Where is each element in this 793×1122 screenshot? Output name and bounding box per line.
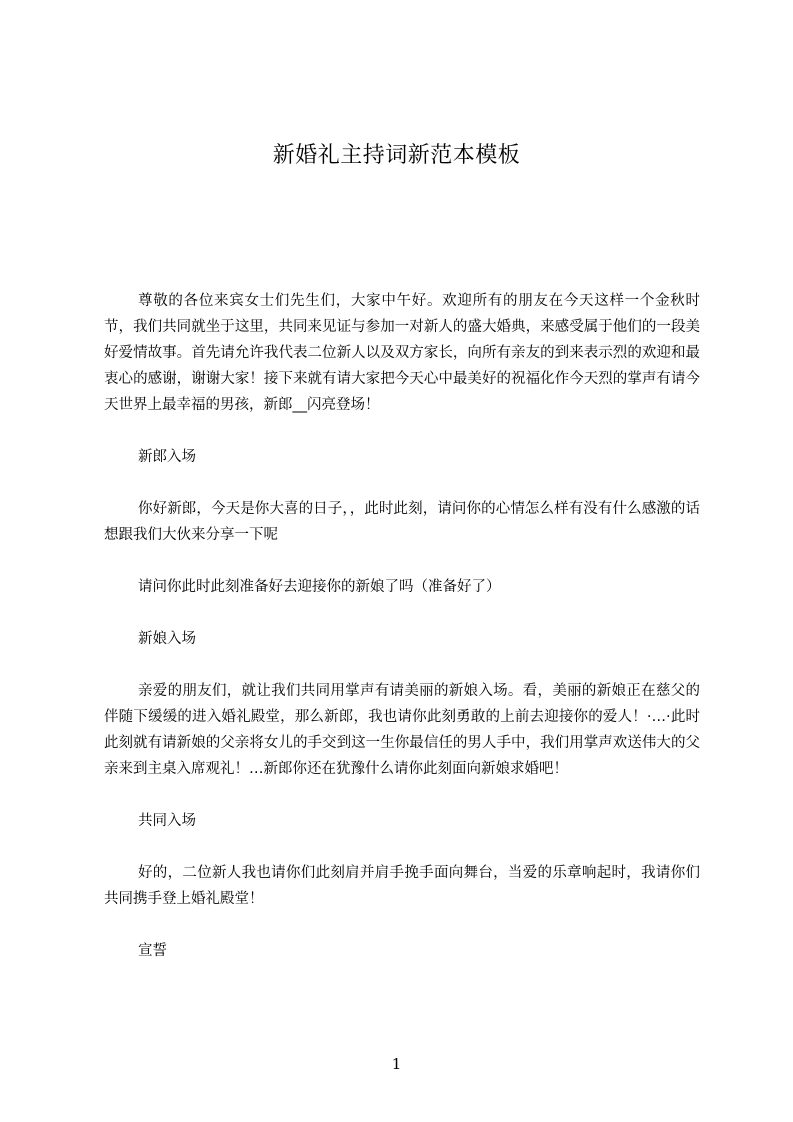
groom-greeting-paragraph: 你好新郎，今天是你大喜的日子，，此时此刻，请问你的心情怎么样有没有什么感激的话想跟我们大伙来分享一下呢 (104, 501, 700, 543)
groom-ready-paragraph: 请问你此时此刻准备好去迎接你的新娘了吗（准备好了） (138, 579, 501, 595)
section-heading-groom-entrance: 新郎入场 (138, 449, 196, 465)
page-number: 1 (391, 1055, 402, 1073)
document-title: 新婚礼主持词新范本模板 (272, 143, 521, 168)
section-heading-bride-entrance: 新娘入场 (138, 631, 196, 647)
section-heading-joint-entrance: 共同入场 (138, 813, 196, 829)
joint-entrance-paragraph: 好的，二位新人我也请你们此刻肩并肩手挽手面向舞台，当爱的乐章响起时，我请你们共同携手登上婚礼殿堂！ (104, 865, 700, 907)
document-body (104, 288, 700, 964)
section-heading-vows: 宣誓 (138, 943, 167, 959)
opening-paragraph: 尊敬的各位来宾女士们先生们，大家中午好。欢迎所有的朋友在今天这样一个金秋时节，我们共同就坐于这里，共同来见证与参加一对新人的盛大婚典，来感受属于他们的一段美好爱情故事。首先请允许我代表二位新人以及双方家长，向所有亲友的到来表示烈的欢迎和最衷心的感谢，谢谢大家！接下来就有请大家把今天心中最美好的祝福化作今天烈的掌声有请今天世界上最幸福的男孩，新郎__闪亮登场！ (104, 293, 700, 413)
bride-entrance-paragraph: 亲爱的朋友们，就让我们共同用掌声有请美丽的新娘入场。看，美丽的新娘正在慈父的伴随下缓缓的进入婚礼殿堂，那么新郎，我也请你此刻勇敢的上前去迎接你的爱人！·…·此时此刻就有请新娘的父亲将女儿的手交到这一生你最信任的男人手中，我们用掌声欢送伟大的父亲来到主桌入席观礼！…新郎你还在犹豫什么请你此刻面向新娘求婚吧！ (104, 683, 700, 777)
